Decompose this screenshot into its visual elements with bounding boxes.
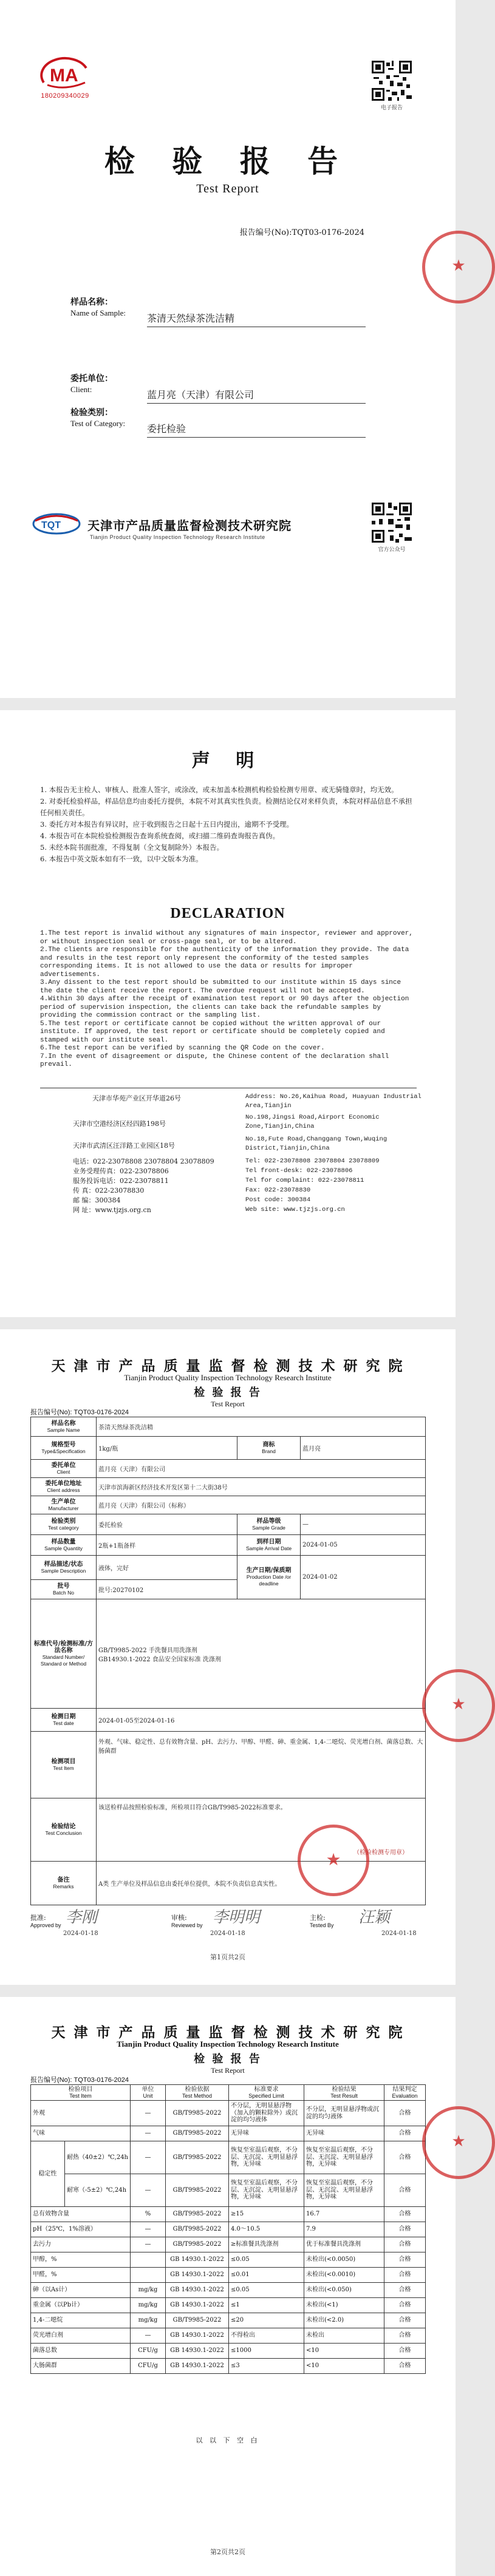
client-cell: 蓝月亮（天津）有限公司 (97, 1460, 426, 1478)
svg-text:MA: MA (50, 66, 78, 86)
tested-by-label: 主检: Tested By (310, 1914, 334, 1928)
website-en: Web site: www.tjzjs.org.cn (245, 1206, 345, 1213)
table-row: 荧光增白剂 — GB 14930.1-2022 不得检出 未检出 合格 (31, 2328, 426, 2344)
official-account-qr-caption: 官方公众号 (378, 546, 406, 552)
tel-cn: 电话：022-23078808 23078804 23078809 (73, 1158, 214, 1165)
table-row: 甲醇，% GB 14930.1-2022 ≤0.05 未检出(<0.0050) 合格 (31, 2252, 426, 2268)
table-row: 标准代号/检测标准/方法名称 Standard Number/ Standard or Method GB/T9985-2022 手洗餐具用洗涤剂 GB14930.1-2022 食品安全国家标准 洗涤剂 (31, 1599, 426, 1709)
table-row: 重金属（以Pb计） mg/kg GB 14930.1-2022 ≤1 未检出(<1) 合格 (31, 2298, 426, 2313)
declaration-item-en: 1.The test report is invalid without any signatures of main inspector, reviewer and approver, or without inspection seal or cross-page seal, or to be altered. (40, 930, 413, 946)
tel-en: Tel: 022-23078808 23078804 23078809 (245, 1158, 380, 1165)
table-row: 大肠菌群 CFU/g GB 14930.1-2022 ≤3 <10 合格 (31, 2359, 426, 2374)
summary-report-number: 报告编号(No): TQT03-0176-2024 (30, 1409, 129, 1416)
report-number: 报告编号(No):TQT03-0176-2024 (239, 228, 364, 237)
table-row: 规格型号 Type&Specification 1kg/瓶 商标 Brand 蓝月亮 (31, 1437, 426, 1460)
tested-date: 2024-01-18 (381, 1930, 417, 1937)
sample-name-cell: 茶清天然绿茶洗洁精 (97, 1417, 426, 1437)
column-header: 标准要求 Specified Limit (229, 2085, 304, 2101)
table-row: 砷（以As计） mg/kg GB 14930.1-2022 ≤0.05 未检出(<0.050) 合格 (31, 2283, 426, 2298)
institute-header-en: Tianjin Product Quality Inspection Technology Research Institute (124, 1373, 332, 1382)
spec-cell: 1kg/瓶 (97, 1437, 237, 1460)
table-row: pH（25℃，1%溶液） — GB/T9985-2022 4.0～10.5 7.9 合格 (31, 2222, 426, 2237)
reviewer-signature: 李明明 (213, 1908, 261, 1927)
sample-name-label: 样品名称： Name of Sample: (70, 297, 126, 317)
results-table (30, 2084, 426, 2374)
table-row: 检测项目 Test Item 外观、气味、稳定性、总有效物含量、pH、去污力、甲醇、甲醛、砷、重金属、1,4-二噁烷、荧光增白剂、菌落总数、大肠菌群 (31, 1732, 426, 1798)
table-row: 委托单位 Client 蓝月亮（天津）有限公司 (31, 1460, 426, 1478)
table-row: 外观 — GB/T9985-2022 不分层，无明显悬浮物（加入的颗粒除外）或沉淀的均匀液体 不分层，无明显悬浮物或沉淀的均匀液体 合格 (31, 2101, 426, 2126)
institute-name-cn: 天津市产品质量监督检测技术研究院 (87, 518, 292, 533)
test-date-cell: 2024-01-05至2024-01-16 (97, 1709, 426, 1732)
table-row: 去污力 — GB/T9985-2022 ≥标准餐具洗涤剂 优于标准餐具洗涤剂 合格 (31, 2237, 426, 2252)
institute-logo-icon (32, 512, 81, 538)
address-en-1: Address: No.26,Kaihua Road, Huayuan Industrial Area,Tianjin (245, 1093, 422, 1110)
declaration-item-cn: 5. 未经本院书面批准，不得复制（全文复制除外）本报告。 (40, 843, 224, 852)
table-row: 甲醛，% GB 14930.1-2022 ≤0.01 未检出(<0.0010) 合格 (31, 2268, 426, 2283)
table-row: 检测日期 Test date 2024-01-05至2024-01-16 (31, 1709, 426, 1732)
complaint-tel-en: Tel for complaint: 022-23078811 (245, 1177, 364, 1184)
declaration-items-en (40, 930, 417, 1069)
table-row: 批号 Batch No 批号:20270102 (31, 1580, 426, 1599)
declaration-item-en: 2.The clients are responsible for the authenticity of the information they provide. The data and results in the test report only represent the conformity of the tested samples corresponding items. It is not allowed to use the data or results for improper advertisements. (40, 946, 409, 978)
address-cn-1: 天津市华苑产业区开华道26号 (92, 1094, 181, 1102)
institute-banner (30, 510, 425, 564)
summary-page (0, 1329, 466, 1985)
grade-cell: — (301, 1514, 426, 1535)
page-number: 第2页共2页 (210, 2548, 245, 2556)
table-row: 备注 Remarks A类 生产单位及样品信息由委托单位提供，本院不负责信息真实性。 (31, 1862, 426, 1905)
address-cn-3: 天津市武清区汪洋路工业园区18号 (73, 1142, 175, 1150)
declaration-item-cn: 3. 委托方对本报告有异议时，应于收到报告之日起十五日内提出，逾期不予受理。 (40, 820, 294, 829)
declaration-item-cn: 4. 本报告可在本院检验检测报告查询系统查阅，或扫描二维码查询报告真伪。 (40, 832, 280, 840)
client-label: 委托单位： Client: (70, 374, 113, 394)
page-number: 第1页共2页 (210, 1953, 245, 1961)
fax2-cn: 传 真：022-23078830 (73, 1187, 145, 1195)
results-title: 检 验 报 告 Test Report (194, 2053, 262, 2075)
table-row: 1,4-二噁烷 mg/kg GB/T9985-2022 ≤20 未检出(<2.0) 合格 (31, 2313, 426, 2328)
post-code-en: Post code: 300384 (245, 1196, 311, 1204)
website-cn: 网 址：www.tjzjs.org.cn (73, 1206, 151, 1214)
summary-table (30, 1417, 426, 1905)
table-row: 样品名称 Sample Name 茶清天然绿茶洗洁精 (31, 1417, 426, 1437)
column-header: 检验依据 Test Method (166, 2085, 229, 2101)
institute-header-en: Tianjin Product Quality Inspection Technology Research Institute (117, 2039, 339, 2049)
column-header: 检验项目 Test Item (31, 2085, 131, 2101)
column-header: 检验结果 Test Result (304, 2085, 384, 2101)
fax-en: Tel front-desk: 022-23078806 (245, 1167, 353, 1174)
institute-header-cn: 天 津 市 产 品 质 量 监 督 检 测 技 术 研 究 院 (51, 1358, 405, 1374)
cover-page (0, 0, 466, 698)
cover-seal-stamp: ★ (422, 231, 495, 303)
test-category-label: 检验类别： Test of Category: (70, 408, 126, 428)
declaration-item-en: 6.The test report can be verified by scanning the QR Code on the cover. (40, 1045, 325, 1052)
manufacturer-cell: 蓝月亮（天津）有限公司（标称） (97, 1496, 426, 1514)
category-cell: 委托检验 (97, 1514, 237, 1535)
table-row: 总有效物含量 % GB/T9985-2022 ≥15 16.7 合格 (31, 2207, 426, 2222)
cma-number: 180209340029 (41, 92, 89, 100)
declaration-item-en: 4.Within 30 days after the receipt of examination test report or 90 days after the objection period of supervision inspection, the clients can take back the refundable samples by providing the commission contract or the sampling list. (40, 995, 409, 1019)
cma-logo (39, 56, 91, 100)
declaration-item-cn: 2. 对委托检验样品，样品信息均由委托方提供，本院不对其真实性负责。检测结论仅对来样负责，本院对样品信息不承担任何相关责任。 (40, 797, 412, 817)
report-qr-code[interactable] (372, 61, 412, 101)
institute-name-en: Tianjin Product Quality Inspection Technology Research Institute (90, 534, 265, 540)
table-row: 气味 — GB/T9985-2022 无异味 无异味 合格 (31, 2126, 426, 2141)
table-row: 样品描述/状态 Sample Description 液体，完好 生产日期/保质期 Production Date /or deadline 2024-01-02 (31, 1556, 426, 1580)
report-subtitle: Test Report (196, 182, 259, 195)
table-row: 委托单位地址 Client address 天津市滨海新区经济技术开发区第十二大街38号 (31, 1478, 426, 1496)
arrival-date-cell: 2024-01-05 (301, 1535, 426, 1556)
declaration-title-en: DECLARATION (170, 906, 285, 921)
column-header: 结果判定 Evaluation (384, 2085, 426, 2101)
table-row: 检验类别 Test category 委托检验 样品等级 Sample Grade — (31, 1514, 426, 1535)
cross-page-seal-stamp: ★ (422, 1669, 495, 1742)
conclusion-cell (97, 1798, 426, 1862)
address-en-3: No.18,Fute Road,Changgang Town,Wuqing District,Tianjin,China (245, 1136, 387, 1152)
table-row: 生产单位 Manufacturer 蓝月亮（天津）有限公司（标称） (31, 1496, 426, 1514)
batch-cell: 批号:20270102 (97, 1580, 237, 1599)
post-code-cn: 邮 编：300384 (73, 1196, 121, 1204)
results-page (0, 1997, 466, 2576)
production-date-cell: 2024-01-02 (301, 1556, 426, 1599)
declaration-page (0, 710, 456, 1317)
declaration-item-en: 7.In the event of disagreement or dispute, the Chinese content of the declaration shall prevail. (40, 1052, 389, 1068)
blank-below-note: 以 以 下 空 白 (196, 2436, 260, 2444)
official-account-qr-code[interactable] (372, 503, 412, 543)
address-en-2: No.198,Jingsi Road,Airport Economic Zone,Tianjin,China (245, 1114, 380, 1130)
tester-signature: 汪颖 (358, 1908, 391, 1927)
test-items-cell: 外观、气味、稳定性、总有效物含量、pH、去污力、甲醇、甲醛、砷、重金属、1,4-二噁烷、荧光增白剂、菌落总数、大肠菌群 (97, 1732, 426, 1798)
summary-title: 检 验 报 告 Test Report (194, 1386, 262, 1408)
declaration-item-en: 5.The test report or certificate cannot be copied without the written approval of our institute. If approved, the test report or certificate should be completely copied and stamped with our institute seal. (40, 1020, 385, 1044)
address-cn-2: 天津市空港经济区经四路198号 (73, 1120, 166, 1128)
quantity-cell: 2瓶+1瓶备样 (97, 1535, 237, 1556)
sample-state-cell: 液体，完好 (97, 1556, 237, 1580)
declaration-item-en: 3.Any dissent to the test report should be submitted to our institute within 15 days since the date the client receive the report. The overdue request will not be accepted. (40, 979, 401, 995)
sample-name-value: 茶清天然绿茶洗洁精 (147, 311, 366, 327)
results-report-number: 报告编号(No): TQT03-0176-2024 (30, 2076, 129, 2084)
inspection-seal-stamp: ★ (298, 1825, 369, 1896)
complaint-tel-cn: 服务投诉电话：022-23078811 (73, 1177, 169, 1185)
approved-by-label: 批准: Approved by (30, 1914, 61, 1928)
reviewed-date: 2024-01-18 (210, 1930, 245, 1937)
report-title: 检 验 报 告 (104, 144, 352, 179)
declaration-title-cn: 声 明 (191, 750, 264, 771)
conclusion-text: 该送检样品按照检验标准，所检项目符合GB/T9985-2022标准要求。 (98, 1805, 287, 1811)
fax-cn: 业务受理传真：022-23078806 (73, 1167, 169, 1175)
remarks-cell: A类 生产单位及样品信息由委托单位提供，本院不负责信息真实性。 (97, 1862, 426, 1905)
table-row: 耐寒（-5±2）℃,24h — GB/T9985-2022 恢复至室温后观察，不分层、无沉淀、无明显悬浮物，无异味 恢复至室温后观察，不分层、无沉淀、无明显悬浮物，无异味 合格 (31, 2174, 426, 2207)
standard-cell: GB/T9985-2022 手洗餐具用洗涤剂 GB14930.1-2022 食品安全国家标准 洗涤剂 (97, 1599, 426, 1709)
brand-cell: 蓝月亮 (301, 1437, 426, 1460)
declaration-item-cn: 1. 本报告无主检人、审核人、批准人签字，或涂改，或未加盖本检测机构检验检测专用章、或无骑缝章时，均无效。 (40, 785, 398, 794)
svg-text:TQT: TQT (41, 520, 61, 530)
table-row: 检验结论 Test Conclusion 该送检样品按照检验标准，所检项目符合GB/T9985-2022标准要求。 （检验检测专用章） (31, 1798, 426, 1862)
approved-date: 2024-01-18 (63, 1930, 98, 1937)
report-qr-caption: 电子报告 (380, 104, 403, 110)
reviewed-by-label: 审核: Reviewed by (171, 1914, 203, 1928)
table-row: 菌落总数 CFU/g GB 14930.1-2022 ≤1000 <10 合格 (31, 2344, 426, 2359)
conclusion-seal-text: （检验检测专用章） (353, 1849, 409, 1856)
client-value: 蓝月亮（天津）有限公司 (147, 387, 366, 404)
column-header: 单位 Unit (131, 2085, 166, 2101)
cma-mark-icon (39, 56, 91, 91)
fax2-en: Fax: 022-23078830 (245, 1187, 311, 1194)
declaration-items-cn (40, 784, 417, 865)
client-address-cell: 天津市滨海新区经济技术开发区第十二大街38号 (97, 1478, 426, 1496)
table-row: 稳定性 耐热（40±2）℃,24h — GB/T9985-2022 恢复至室温后观察，不分层、无沉淀、无明显悬浮物，无异味 恢复至室温后观察，不分层、无沉淀、无明显悬浮物，无异味 合格 (31, 2141, 426, 2174)
approver-signature: 李刚 (66, 1908, 98, 1927)
cross-page-seal-stamp: ★ (422, 2106, 495, 2179)
institute-header-cn: 天 津 市 产 品 质 量 监 督 检 测 技 术 研 究 院 (51, 2025, 405, 2041)
test-category-value: 委托检验 (147, 421, 366, 438)
declaration-item-cn: 6. 本报告中英文版本如有不一致，以中文版本为准。 (40, 855, 203, 863)
table-row: 样品数量 Sample Quantity 2瓶+1瓶备样 到样日期 Sample Arrival Date 2024-01-05 (31, 1535, 426, 1556)
table-header-row (31, 2085, 426, 2101)
